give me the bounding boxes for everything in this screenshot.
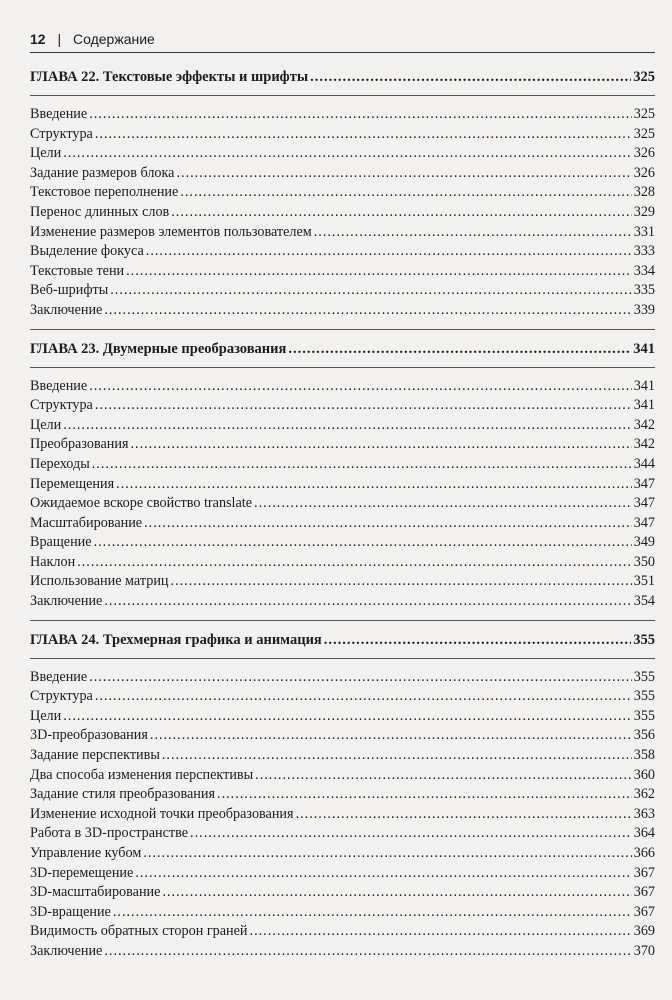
entry-page: 366 (633, 845, 655, 861)
entry-title: Задание размеров блока (30, 164, 175, 181)
entry-title: Структура (30, 688, 93, 705)
chapter-heading[interactable] (30, 630, 655, 650)
table-of-contents (30, 67, 655, 962)
dot-leader (77, 553, 632, 573)
dot-leader (296, 805, 632, 825)
entry-title: Цели (30, 416, 62, 433)
entry-page: 367 (633, 903, 655, 920)
entry-title: Изменение размеров элементов пользователем (30, 223, 312, 240)
entry-title: Заключение (30, 301, 103, 318)
dot-leader (314, 223, 632, 243)
toc-entry[interactable] (30, 105, 655, 125)
entry-page: 331 (633, 223, 655, 240)
entry-page: 369 (633, 923, 655, 940)
toc-entry[interactable] (30, 707, 655, 727)
dot-leader (126, 262, 632, 282)
entry-title: Задание стиля преобразования (30, 786, 216, 803)
entry-title: Перемещения (30, 475, 115, 492)
entry-page: 355 (633, 688, 655, 705)
entry-title: Изменение исходной точки преобразования (30, 805, 294, 822)
toc-entry[interactable] (30, 262, 655, 282)
chapter-page: 341 (633, 340, 655, 357)
dot-leader (190, 824, 632, 844)
entry-page: 341 (633, 397, 655, 414)
toc-entry[interactable] (30, 687, 655, 707)
entry-title: Наклон (30, 553, 76, 570)
entry-title: Веб-шрифты (30, 282, 109, 299)
entry-title: 3D-перемещение (30, 864, 134, 881)
entry-title: Структура (30, 125, 93, 142)
toc-entry[interactable] (30, 883, 655, 903)
entry-page: 326 (633, 164, 655, 181)
entry-title: Заключение (30, 942, 103, 959)
dot-leader (324, 630, 631, 650)
entry-page: 360 (633, 766, 655, 783)
dot-leader (150, 726, 632, 746)
chapter-divider (30, 658, 655, 659)
toc-entry[interactable] (30, 144, 655, 164)
chapter-heading[interactable] (30, 339, 655, 359)
dot-leader (63, 707, 632, 727)
chapter-23 (30, 339, 655, 612)
entry-title: Выделение фокуса (30, 243, 144, 260)
chapter-title: ГЛАВА 22. Текстовые эффекты и шрифты (30, 69, 309, 85)
entry-page: 347 (633, 495, 655, 512)
entry-title: Введение (30, 668, 88, 685)
dot-leader (176, 164, 631, 184)
dot-leader (254, 494, 632, 514)
entry-title: Введение (30, 377, 88, 394)
toc-entry[interactable] (30, 766, 655, 786)
dot-leader (180, 183, 631, 203)
toc-entry[interactable] (30, 864, 655, 884)
entry-page: 349 (633, 534, 655, 551)
dot-leader (95, 687, 632, 707)
entry-page: 363 (633, 805, 655, 822)
toc-entry[interactable] (30, 125, 655, 145)
entry-title: Масштабирование (30, 514, 143, 531)
toc-entry[interactable] (30, 396, 655, 416)
toc-entry[interactable] (30, 922, 655, 942)
toc-entry[interactable] (30, 726, 655, 746)
dot-leader (95, 396, 632, 416)
chapter-page: 325 (633, 69, 655, 85)
dot-leader (217, 785, 632, 805)
toc-entry[interactable] (30, 281, 655, 301)
entry-title: Введение (30, 106, 88, 122)
toc-entry[interactable] (30, 514, 655, 534)
entry-title: Два способа изменения перспективы (30, 766, 254, 783)
entry-page: 367 (633, 864, 655, 881)
section-title: Содержание (73, 31, 155, 47)
toc-entry[interactable] (30, 572, 655, 592)
toc-entry[interactable] (30, 746, 655, 766)
dot-leader (162, 883, 631, 903)
entry-page: 367 (633, 884, 655, 901)
chapter-divider (30, 329, 655, 330)
entry-title: 3D-вращение (30, 903, 111, 920)
chapter-title: ГЛАВА 23. Двумерные преобразования (30, 340, 287, 357)
entry-title: Текстовые тени (30, 262, 125, 279)
toc-entry[interactable] (30, 668, 655, 688)
entry-title: Ожидаемое вскоре свойство translate (30, 495, 253, 512)
dot-leader (63, 416, 632, 436)
chapter-divider (30, 367, 655, 368)
toc-entry[interactable] (30, 223, 655, 243)
entry-page: 356 (633, 727, 655, 744)
entry-title: Видимость обратных сторон граней (30, 923, 248, 940)
dot-leader (94, 533, 632, 553)
entry-page: 355 (633, 668, 655, 685)
dot-leader (255, 766, 632, 786)
toc-entry[interactable] (30, 903, 655, 923)
entry-page: 370 (633, 942, 655, 959)
entry-title: Перенос длинных слов (30, 203, 170, 220)
dot-leader (63, 144, 632, 164)
dot-leader (288, 339, 631, 359)
toc-entry[interactable] (30, 494, 655, 514)
entry-title: 3D-масштабирование (30, 884, 161, 901)
dot-leader (89, 105, 632, 125)
entry-page: 325 (633, 125, 655, 142)
toc-entry[interactable] (30, 377, 655, 397)
toc-entry[interactable] (30, 533, 655, 553)
dot-leader (162, 746, 632, 766)
entry-page: 326 (633, 145, 655, 162)
toc-entry[interactable] (30, 183, 655, 203)
entry-page: 351 (633, 573, 655, 590)
entry-page: 335 (633, 282, 655, 299)
dot-leader (92, 455, 632, 475)
chapter-heading[interactable] (30, 67, 655, 87)
toc-entry[interactable] (30, 785, 655, 805)
toc-entry[interactable] (30, 301, 655, 321)
entry-page: 350 (633, 553, 655, 570)
chapter-24 (30, 630, 655, 962)
toc-entry[interactable] (30, 553, 655, 573)
entry-page: 333 (633, 243, 655, 260)
entry-title: Текстовое переполнение (30, 184, 179, 201)
entry-page: 329 (633, 203, 655, 220)
toc-entry[interactable] (30, 824, 655, 844)
entry-page: 339 (633, 301, 655, 318)
dot-leader (95, 125, 632, 145)
entry-page: 355 (633, 707, 655, 724)
entry-page: 328 (633, 184, 655, 201)
toc-entry[interactable] (30, 805, 655, 825)
entry-title: Задание перспективы (30, 747, 160, 764)
entry-page: 344 (633, 455, 655, 472)
dot-leader (110, 281, 631, 301)
dot-leader (310, 67, 631, 87)
toc-entry[interactable] (30, 435, 655, 455)
entry-page: 342 (633, 416, 655, 433)
toc-entry[interactable] (30, 416, 655, 436)
dot-leader (143, 844, 631, 864)
entry-page: 358 (633, 747, 655, 764)
dot-leader (171, 203, 631, 223)
dot-leader (135, 864, 631, 884)
header-separator: | (57, 31, 62, 47)
entry-page: 334 (633, 262, 655, 279)
entry-title: Заключение (30, 593, 103, 610)
dot-leader (113, 903, 632, 923)
entry-title: Переходы (30, 455, 90, 472)
chapter-divider (30, 620, 655, 621)
chapter-page: 355 (633, 631, 655, 648)
dot-leader (146, 242, 632, 262)
dot-leader (116, 475, 632, 495)
entry-title: Работа в 3D-пространстве (30, 825, 189, 842)
entry-page: 362 (633, 786, 655, 803)
dot-leader (104, 301, 631, 321)
entry-page: 341 (633, 377, 655, 394)
entry-title: Структура (30, 397, 93, 414)
dot-leader (250, 922, 632, 942)
entry-page: 347 (633, 475, 655, 492)
page-number: 12 (30, 31, 46, 47)
dot-leader (104, 592, 631, 612)
dot-leader (171, 572, 632, 592)
entry-page: 325 (633, 106, 655, 122)
running-header (30, 30, 655, 53)
dot-leader (89, 668, 632, 688)
entry-title: Цели (30, 145, 62, 162)
toc-entry[interactable] (30, 242, 655, 262)
toc-entry[interactable] (30, 942, 655, 962)
entry-title: Использование матриц (30, 573, 169, 590)
entry-title: Вращение (30, 534, 92, 551)
dot-leader (104, 942, 631, 962)
entry-title: Преобразования (30, 436, 129, 453)
toc-entry[interactable] (30, 164, 655, 184)
chapter-title: ГЛАВА 24. Трехмерная графика и анимация (30, 631, 322, 648)
entry-page: 342 (633, 436, 655, 453)
dot-leader (144, 514, 632, 534)
toc-entry[interactable] (30, 455, 655, 475)
entry-page: 347 (633, 514, 655, 531)
chapter-divider (30, 95, 655, 96)
entry-title: Цели (30, 707, 62, 724)
toc-entry[interactable] (30, 203, 655, 223)
entry-page: 354 (633, 593, 655, 610)
dot-leader (89, 377, 632, 397)
toc-entry[interactable] (30, 475, 655, 495)
entry-title: Управление кубом (30, 845, 142, 861)
toc-entry[interactable] (30, 844, 655, 864)
dot-leader (130, 435, 631, 455)
entry-page: 364 (633, 825, 655, 842)
toc-entry[interactable] (30, 592, 655, 612)
entry-title: 3D-преобразования (30, 727, 148, 744)
chapter-22 (30, 67, 655, 321)
